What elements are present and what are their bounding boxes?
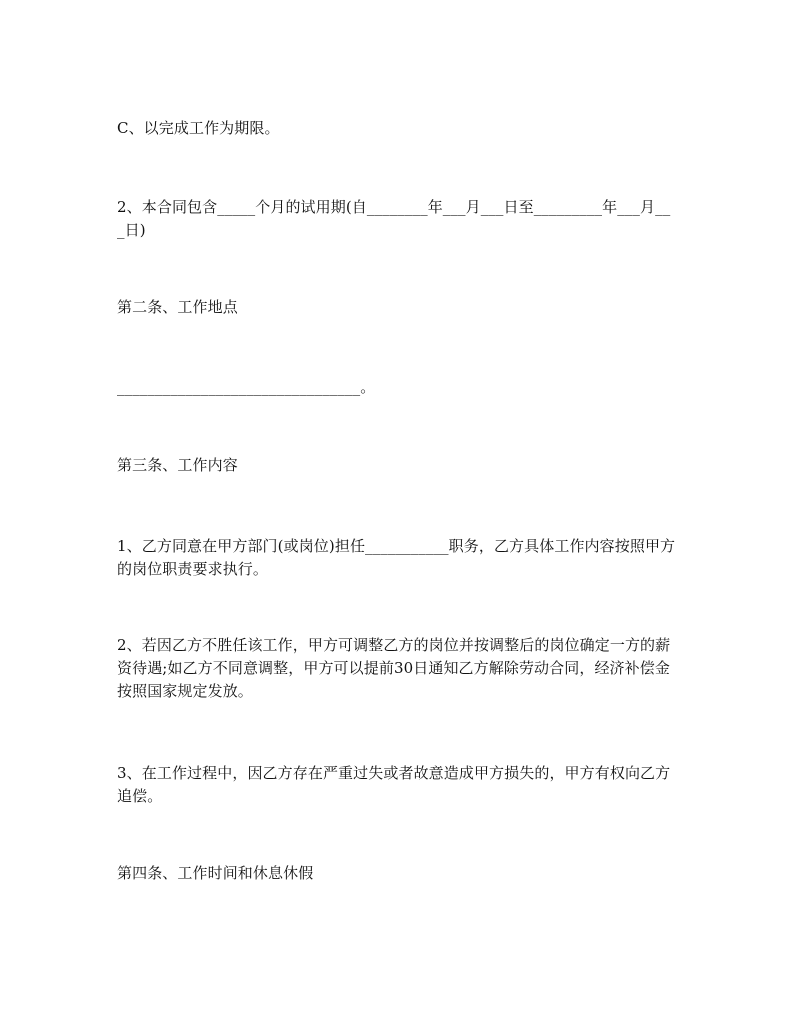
term-option-c: C、以完成工作为期限。 — [117, 119, 280, 137]
article-3-heading: 第三条、工作内容 — [117, 456, 238, 474]
work-content-item-2: 2、若因乙方不胜任该工作，甲方可调整乙方的岗位并按调整后的岗位确定一方的薪资待遇;如乙方不同意调整，甲方可以提前30日通知乙方解除劳动合同，经济补偿金按照国家规定发放。 — [117, 636, 671, 700]
work-content-item-3: 3、在工作过程中，因乙方存在严重过失或者故意造成甲方损失的，甲方有权向乙方追偿。 — [117, 764, 671, 805]
article-2-heading: 第二条、工作地点 — [117, 298, 238, 316]
article-4-heading: 第四条、工作时间和休息休假 — [117, 864, 314, 882]
work-content-item-1: 1、乙方同意在甲方部门(或岗位)担任___________职务，乙方具体工作内容按照甲方的岗位职责要求执行。 — [117, 537, 676, 578]
probation-clause: 2、本合同包含_____个月的试用期(自________年___月___日至_________年___月___日) — [117, 198, 671, 239]
work-location-blank: ________________________________。 — [117, 378, 376, 396]
